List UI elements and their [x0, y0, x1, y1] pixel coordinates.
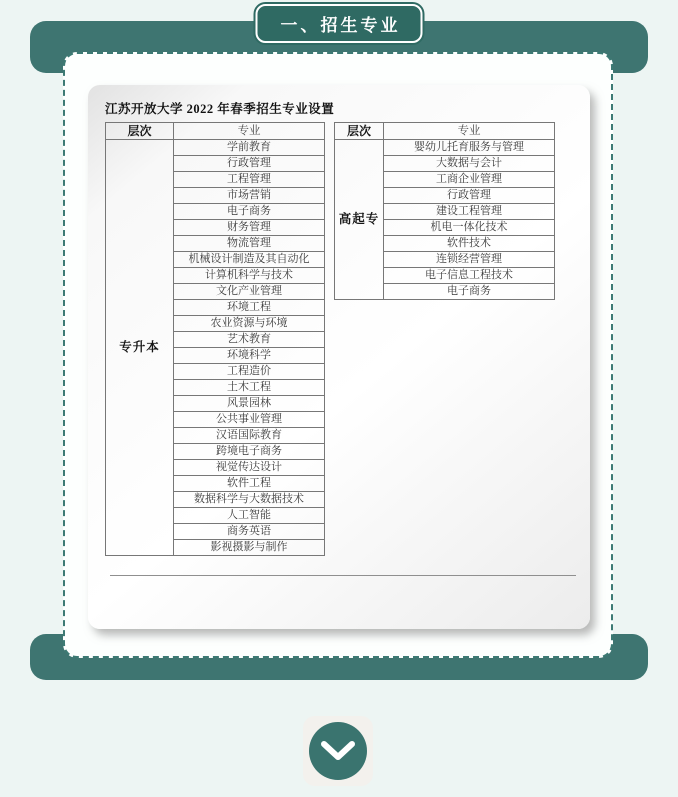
major-cell: 环境科学	[174, 348, 325, 364]
major-cell: 风景园林	[174, 396, 325, 412]
zhuanshengben-majors-table	[105, 122, 325, 556]
major-cell: 汉语国际教育	[174, 428, 325, 444]
table-row	[106, 140, 325, 156]
level-cell: 专升本	[106, 140, 174, 556]
gaoqizhuan-majors-table	[334, 122, 555, 300]
major-cell: 物流管理	[174, 236, 325, 252]
level-cell: 高起专	[335, 140, 384, 300]
major-column-header: 专业	[174, 123, 325, 140]
major-cell: 行政管理	[384, 188, 555, 204]
major-cell: 艺术教育	[174, 332, 325, 348]
major-cell: 学前教育	[174, 140, 325, 156]
major-cell: 连锁经营管理	[384, 252, 555, 268]
major-cell: 跨境电子商务	[174, 444, 325, 460]
major-cell: 大数据与会计	[384, 156, 555, 172]
level-column-header: 层次	[106, 123, 174, 140]
major-cell: 文化产业管理	[174, 284, 325, 300]
major-cell: 软件工程	[174, 476, 325, 492]
major-cell: 人工智能	[174, 508, 325, 524]
major-cell: 土木工程	[174, 380, 325, 396]
major-cell: 电子商务	[174, 204, 325, 220]
major-cell: 工商企业管理	[384, 172, 555, 188]
major-column-header: 专业	[384, 123, 555, 140]
major-cell: 商务英语	[174, 524, 325, 540]
chevron-down-icon[interactable]	[309, 722, 367, 780]
major-cell: 机电一体化技术	[384, 220, 555, 236]
section-title-badge: 一、招生专业	[256, 4, 423, 43]
major-cell: 视觉传达设计	[174, 460, 325, 476]
major-cell: 农业资源与环境	[174, 316, 325, 332]
major-cell: 婴幼儿托育服务与管理	[384, 140, 555, 156]
tables-container	[105, 122, 590, 556]
major-cell: 计算机科学与技术	[174, 268, 325, 284]
major-cell: 数据科学与大数据技术	[174, 492, 325, 508]
major-cell: 环境工程	[174, 300, 325, 316]
table-bottom-rule	[110, 575, 576, 576]
major-cell: 建设工程管理	[384, 204, 555, 220]
major-cell: 影视摄影与制作	[174, 540, 325, 556]
content-card	[63, 52, 613, 658]
major-cell: 电子商务	[384, 284, 555, 300]
major-cell: 电子信息工程技术	[384, 268, 555, 284]
major-cell: 工程管理	[174, 172, 325, 188]
major-cell: 机械设计制造及其自动化	[174, 252, 325, 268]
scroll-down-button[interactable]	[303, 716, 373, 786]
table-title: 江苏开放大学 2022 年春季招生专业设置	[105, 102, 335, 116]
major-cell: 软件技术	[384, 236, 555, 252]
table-row	[335, 140, 555, 156]
table-panel	[88, 85, 590, 629]
major-cell: 公共事业管理	[174, 412, 325, 428]
major-cell: 行政管理	[174, 156, 325, 172]
major-cell: 市场营销	[174, 188, 325, 204]
major-cell: 财务管理	[174, 220, 325, 236]
major-cell: 工程造价	[174, 364, 325, 380]
level-column-header: 层次	[335, 123, 384, 140]
